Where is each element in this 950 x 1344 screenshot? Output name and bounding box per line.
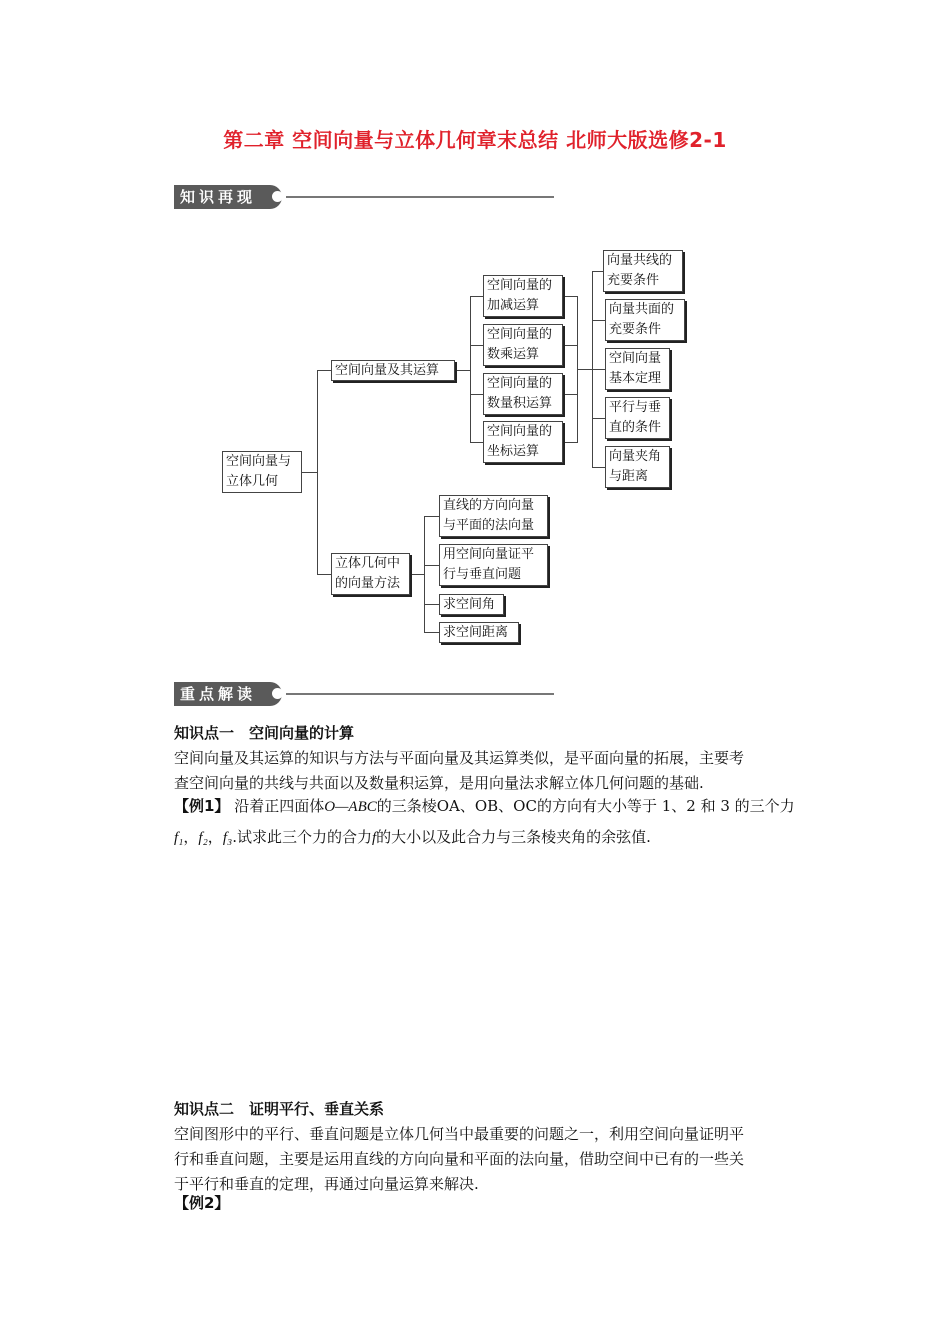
paragraph-line: 空间图形中的平行、垂直问题是立体几何当中最重要的问题之一，利用空间向量证明平 [174,1125,745,1143]
kp2-heading: 知识点二 证明平行、垂直关系 [174,1100,385,1118]
section-header-knowledge [174,185,554,209]
paragraph-line: 于平行和垂直的定理，再通过向量运算来解决. [174,1175,479,1193]
section-rule [286,693,554,695]
example-2 [174,1192,814,1214]
diagram-node-direction-normal [439,495,548,537]
connector [592,320,605,321]
node-line: 向量夹角 [609,449,662,464]
example-label: 【例1】 [174,797,230,815]
diagram-node-space-distance [439,622,519,643]
diagram-node-coordinate [483,421,563,463]
math-var: f₁ [174,830,184,846]
node-line: 数量积运算 [487,396,553,411]
node-line: 的向量方法 [335,576,401,591]
node-line: 坐标运算 [487,444,540,459]
connector [470,394,483,395]
diagram-node-basic-theorem [605,348,670,390]
kp1-paragraph [174,746,814,796]
example-text: ， [183,828,199,846]
connector [455,370,470,371]
paragraph-line: 空间向量及其运算的知识与方法与平面向量及其运算类似，是平面向量的拓展，主要考 [174,749,745,767]
kp1-heading: 知识点一 空间向量的计算 [174,724,355,742]
connector [424,632,439,633]
connector [424,516,439,517]
diagram-node-angle-distance [605,446,670,488]
math-var: f₂ [198,830,208,846]
node-line: 空间向量的 [487,278,553,293]
example-text: 沿着正四面体 [234,797,325,815]
example-1 [174,791,814,853]
node-line: 空间向量的 [487,327,553,342]
example-text: .试求此三个力的合力 [232,828,372,846]
example-text: 的大小以及此合力与三条棱夹角的余弦值. [376,828,651,846]
connector [424,516,425,633]
page-title: 第二章 空间向量与立体几何章末总结 北师大版选修2-1 [223,128,727,152]
diagram-node-coplanar [605,299,685,341]
node-line: 立体几何 [226,474,279,489]
diagram-node-collinear [603,250,683,292]
node-line: 求空间角 [443,597,496,612]
connector [302,472,317,473]
node-line: 空间向量的 [487,424,553,439]
example-label: 【例2】 [174,1194,230,1212]
node-line: 基本定理 [609,371,662,386]
connector [317,370,318,575]
connector [592,467,605,468]
node-line: 空间向量及其运算 [335,363,440,378]
node-line: 空间向量 [609,351,662,366]
connector [317,370,332,371]
connector [592,369,605,370]
node-line: 求空间距离 [443,625,509,640]
node-line: 加减运算 [487,298,540,313]
connector [470,345,483,346]
node-line: 空间向量与 [226,454,292,469]
connector [563,296,577,297]
node-line: 直的条件 [609,420,662,435]
node-line: 向量共面的 [609,302,675,317]
section-rule [286,196,554,198]
diagram-node-space-angle [439,594,504,615]
diagram-node-add-sub [483,275,563,317]
connector [470,296,483,297]
node-line: 用空间向量证平 [443,547,535,562]
node-line: 充要条件 [609,322,662,337]
section-tag-label: 重点解读 [174,682,282,706]
node-line: 向量共线的 [607,253,673,268]
connector [563,345,577,346]
math-var: O—ABC [324,799,377,815]
connector [424,565,439,566]
diagram-branch-vector-methods [331,553,410,595]
connector [410,574,424,575]
node-line: 与平面的法向量 [443,518,535,533]
diagram-branch-vector-ops [331,360,455,381]
diagram-node-parallel-perp [605,397,670,439]
bullet-dot-icon [272,191,283,202]
paragraph-line: 查空间向量的共线与共面以及数量积运算，是用向量法求解立体几何问题的基础. [174,774,704,792]
node-line: 数乘运算 [487,347,540,362]
diagram-root-node [222,451,302,493]
connector [563,442,577,443]
example-text: ， [207,828,223,846]
diagram-node-dot-product [483,373,563,415]
node-line: 与距离 [609,469,649,484]
connector [563,394,577,395]
math-var: f₃ [222,830,233,846]
bullet-dot-icon [272,688,283,699]
connector [470,442,483,443]
node-line: 空间向量的 [487,376,553,391]
connector [592,271,603,272]
node-line: 立体几何中 [335,556,401,571]
node-line: 行与垂直问题 [443,567,522,582]
section-tag-label: 知识再现 [174,185,282,209]
example-text: 的三条棱OA、OB、OC的方向有大小等于 1、2 和 3 的三个力 [376,797,795,815]
diagram-node-prove-parallel [439,544,548,586]
section-header-key-points [174,682,554,706]
node-line: 平行与垂 [609,400,662,415]
diagram-node-scalar-mult [483,324,563,366]
connector [470,296,471,443]
kp2-paragraph [174,1122,814,1197]
connector [317,574,332,575]
connector [592,418,605,419]
connector [424,604,439,605]
paragraph-line: 行和垂直问题，主要是运用直线的方向向量和平面的法向量，借助空间中已有的一些关 [174,1150,745,1168]
node-line: 直线的方向向量 [443,498,535,513]
node-line: 充要条件 [607,273,660,288]
connector [577,369,592,370]
math-var: f [371,830,377,846]
